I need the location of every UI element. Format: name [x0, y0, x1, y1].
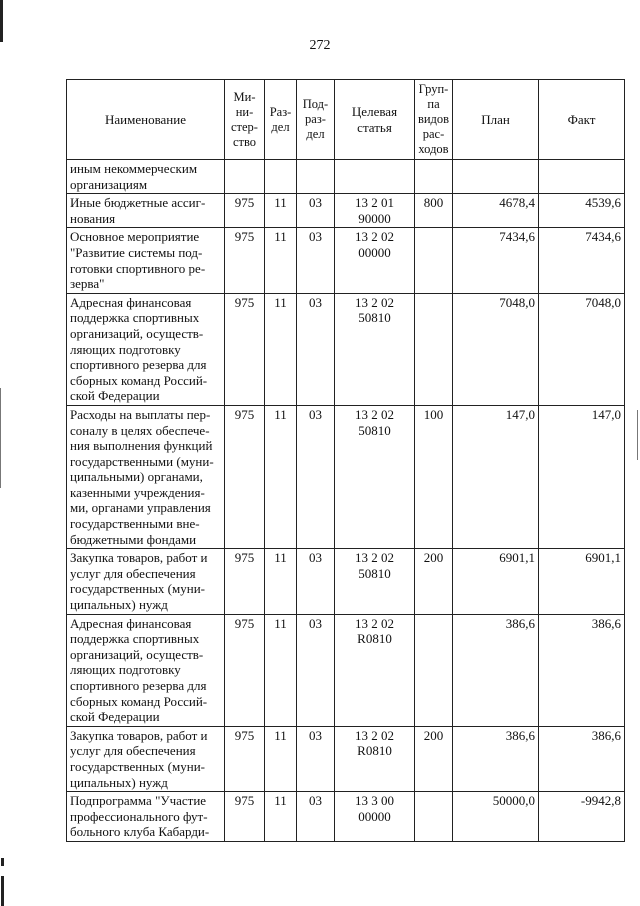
- cell-plan: 4678,4: [453, 194, 539, 228]
- cell-plan: [453, 160, 539, 194]
- cell-plan: 6901,1: [453, 549, 539, 614]
- cell-name: Расходы на выплаты пер- соналу в целях обеспече- ния выполнения функций государственными (муни- ципальными) органами, казенными учреждения- ми, органами управления государственными вне- бюджетными фондами: [67, 405, 225, 548]
- cell-ministry: 975: [225, 405, 265, 548]
- cell-fact: 386,6: [539, 614, 625, 726]
- header-fact: Факт: [539, 80, 625, 160]
- cell-plan: 7048,0: [453, 293, 539, 405]
- cell-fact: 147,0: [539, 405, 625, 548]
- cell-section: 11: [265, 792, 297, 842]
- cell-name: Иные бюджетные ассиг- нования: [67, 194, 225, 228]
- table-row: [67, 293, 625, 405]
- cell-subsection: 03: [297, 549, 335, 614]
- cell-fact: 7434,6: [539, 228, 625, 293]
- budget-table: [66, 79, 625, 842]
- cell-plan: 50000,0: [453, 792, 539, 842]
- cell-subsection: 03: [297, 293, 335, 405]
- header-section: Раз- дел: [265, 80, 297, 160]
- cell-group: 200: [415, 726, 453, 791]
- cell-plan: 386,6: [453, 614, 539, 726]
- cell-target: 13 2 02 R0810: [335, 614, 415, 726]
- table-row: [67, 726, 625, 791]
- cell-section: 11: [265, 614, 297, 726]
- page-number: 272: [309, 38, 331, 53]
- cell-target: [335, 160, 415, 194]
- cell-subsection: [297, 160, 335, 194]
- cell-target: 13 2 02 50810: [335, 405, 415, 548]
- cell-fact: 7048,0: [539, 293, 625, 405]
- cell-subsection: 03: [297, 614, 335, 726]
- cell-section: 11: [265, 293, 297, 405]
- cell-target: 13 2 02 00000: [335, 228, 415, 293]
- cell-target: 13 3 00 00000: [335, 792, 415, 842]
- cell-target: 13 2 02 R0810: [335, 726, 415, 791]
- cell-ministry: [225, 160, 265, 194]
- cell-plan: 386,6: [453, 726, 539, 791]
- header-target: Целевая статья: [335, 80, 415, 160]
- header-name: Наименование: [67, 80, 225, 160]
- cell-group: [415, 614, 453, 726]
- cell-fact: 6901,1: [539, 549, 625, 614]
- cell-subsection: 03: [297, 405, 335, 548]
- cell-subsection: 03: [297, 792, 335, 842]
- header-subsection: Под- раз- дел: [297, 80, 335, 160]
- cell-ministry: 975: [225, 194, 265, 228]
- cell-target: 13 2 02 50810: [335, 293, 415, 405]
- cell-section: 11: [265, 228, 297, 293]
- cell-section: 11: [265, 549, 297, 614]
- cell-target: 13 2 02 50810: [335, 549, 415, 614]
- table-row: [67, 549, 625, 614]
- header-plan: План: [453, 80, 539, 160]
- cell-name: иным некоммерческим организациям: [67, 160, 225, 194]
- cell-plan: 147,0: [453, 405, 539, 548]
- cell-fact: 4539,6: [539, 194, 625, 228]
- table-row: [67, 194, 625, 228]
- scan-edge-mark: [0, 0, 3, 42]
- cell-name: Закупка товаров, работ и услуг для обеспечения государственных (муни- ципальных) нужд: [67, 549, 225, 614]
- scan-edge-mark: [1, 858, 4, 866]
- cell-ministry: 975: [225, 549, 265, 614]
- cell-group: [415, 792, 453, 842]
- cell-name: Основное мероприятие "Развитие системы под- готовки спортивного ре- зерва": [67, 228, 225, 293]
- table-header-row: [67, 80, 625, 160]
- cell-ministry: 975: [225, 792, 265, 842]
- cell-ministry: 975: [225, 228, 265, 293]
- cell-ministry: 975: [225, 293, 265, 405]
- cell-fact: -9942,8: [539, 792, 625, 842]
- cell-group: 800: [415, 194, 453, 228]
- cell-fact: [539, 160, 625, 194]
- cell-section: [265, 160, 297, 194]
- cell-name: Адресная финансовая поддержка спортивных организаций, осуществ- ляющих подготовку спортивного резерва для сборных команд Россий- ской Федерации: [67, 614, 225, 726]
- cell-group: [415, 160, 453, 194]
- cell-plan: 7434,6: [453, 228, 539, 293]
- table-row: [67, 792, 625, 842]
- table-row: [67, 228, 625, 293]
- cell-ministry: 975: [225, 726, 265, 791]
- table-row: [67, 405, 625, 548]
- cell-name: Адресная финансовая поддержка спортивных организаций, осуществ- ляющих подготовку спортивного резерва для сборных команд Россий- ской Федерации: [67, 293, 225, 405]
- cell-name: Подпрограмма "Участие профессионального фут- больного клуба Кабарди-: [67, 792, 225, 842]
- scan-edge-mark: [0, 388, 1, 488]
- cell-section: 11: [265, 405, 297, 548]
- cell-section: 11: [265, 194, 297, 228]
- table-row: [67, 614, 625, 726]
- cell-group: 100: [415, 405, 453, 548]
- cell-group: [415, 228, 453, 293]
- table-row: [67, 160, 625, 194]
- header-group: Груп- па видов рас- ходов: [415, 80, 453, 160]
- cell-section: 11: [265, 726, 297, 791]
- cell-fact: 386,6: [539, 726, 625, 791]
- header-ministry: Ми- ни- стер- ство: [225, 80, 265, 160]
- cell-target: 13 2 01 90000: [335, 194, 415, 228]
- scan-edge-mark: [637, 410, 638, 460]
- cell-subsection: 03: [297, 726, 335, 791]
- cell-subsection: 03: [297, 228, 335, 293]
- cell-subsection: 03: [297, 194, 335, 228]
- cell-group: 200: [415, 549, 453, 614]
- cell-name: Закупка товаров, работ и услуг для обеспечения государственных (муни- ципальных) нужд: [67, 726, 225, 791]
- cell-ministry: 975: [225, 614, 265, 726]
- scan-edge-mark: [1, 876, 4, 906]
- cell-group: [415, 293, 453, 405]
